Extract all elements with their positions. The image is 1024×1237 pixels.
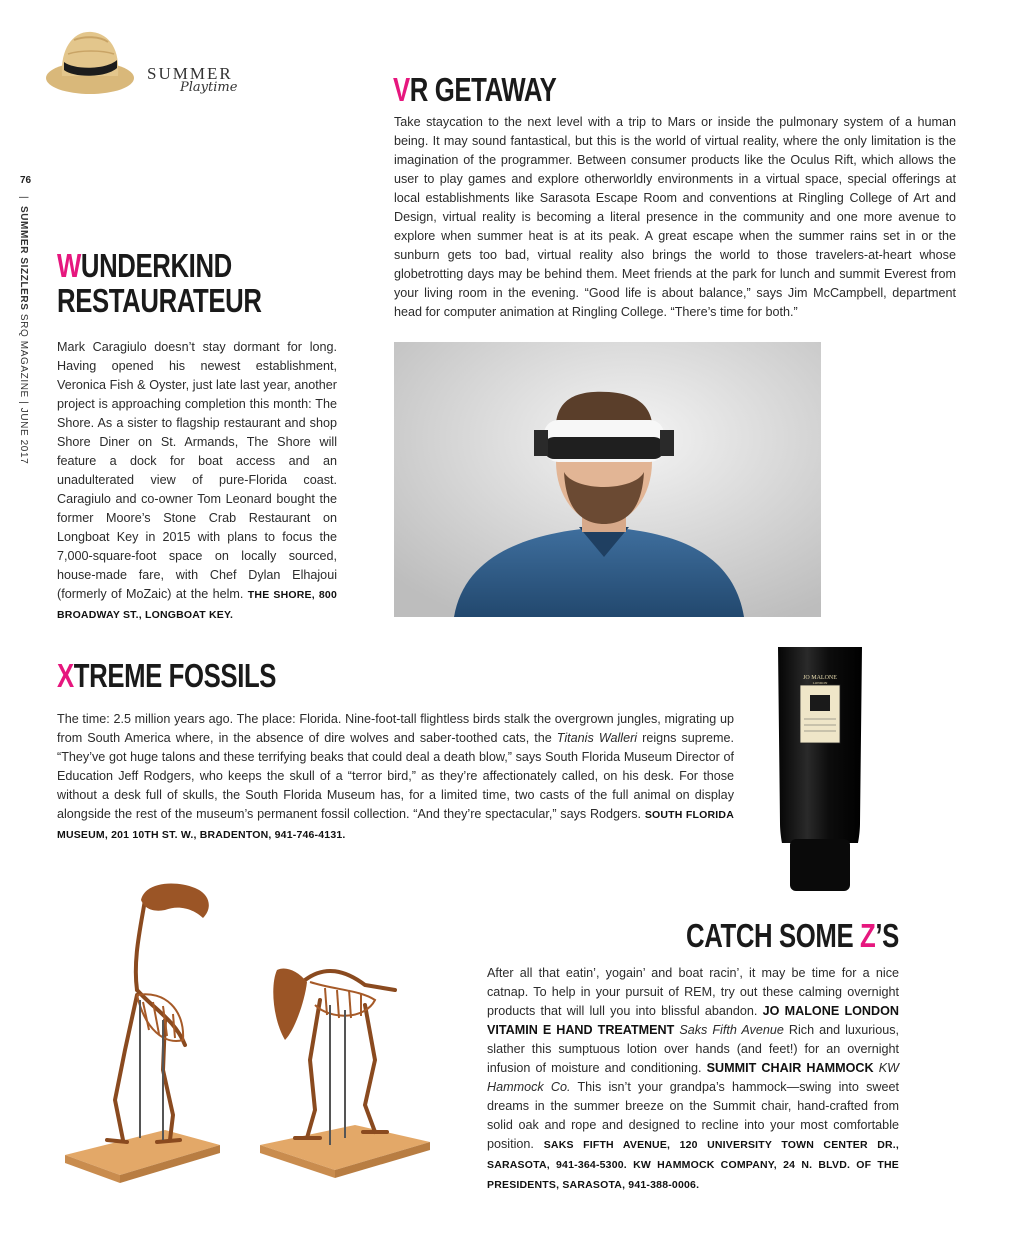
spine-running-head	[10, 196, 40, 465]
zs-address: SAKS FIFTH AVENUE, 120 UNIVERSITY TOWN CENTER DR., SARASOTA, 941-364-5300. KW HAMMOCK COMPANY, 24 N. BLVD. OF THE PRESIDENTS, SARASOTA, 941-388-0006.	[487, 1139, 900, 1191]
jo-malone-lotion-photo	[770, 643, 870, 908]
zs-body-product2: This isn’t your grandpa’s hammock—swing into sweet dreams in the summer breeze on the Summit chair, hand-crafted from solid oak and rope and designed to recline into your most comfortable position.	[487, 1080, 899, 1151]
wunderkind-headline-line2: RESTAURATEUR	[57, 282, 262, 319]
zs-product-1: JO MALONE LONDON VITAMIN E HAND TREATMENT	[487, 1004, 900, 1037]
wunderkind-headline-line1	[57, 249, 232, 283]
lotion-brand-text: JO MALONE	[803, 675, 837, 681]
wunderkind-address: THE SHORE, 800 BROADWAY ST., LONGBOAT KEY.	[57, 589, 337, 621]
zs-product-2: SUMMIT CHAIR HAMMOCK	[706, 1061, 874, 1075]
fossils-body-part2: reigns supreme. “They’ve got huge talons and these terrifying beaks that could deal a death blow,” says South Florida Museum Director of Education Jeff Rodgers, who keeps the skull of a “terror bird,” as they’re affectionately called, on his desk. For those without a desk full of skulls, the South Florida Museum has, for a limited time, two casts of the full animal on display alongside the rest of the museum’s permanent fossil collection. “And they’re spectacular,” says Rodgers.	[57, 731, 734, 821]
zs-body-intro: After all that eatin’, yogain’ and boat racin’, it may be time for a nice catnap. To help in your pursuit of REM, try out these calming overnight products that will lull you into blissful abandon.	[487, 966, 899, 1018]
spine-section: SUMMER SIZZLERS	[18, 205, 29, 311]
fossils-headline-rest: TREME FOSSILS	[73, 657, 277, 694]
zs-headline-accent: Z	[860, 917, 876, 954]
fossils-address: SOUTH FLORIDA MUSEUM, 201 10TH ST. W., BRADENTON, 941-746-4131.	[57, 809, 734, 841]
logo-word-playtime: Playtime	[180, 80, 238, 95]
fossils-species-name: Titanis Walleri	[556, 731, 638, 745]
zs-headline-rest: CATCH SOME	[686, 917, 861, 954]
page-number: 76	[20, 175, 32, 186]
vr-headset-photo	[394, 342, 821, 617]
wunderkind-headline-accent: W	[57, 247, 81, 284]
lotion-tube-illustration	[770, 643, 870, 908]
zs-headline	[686, 919, 899, 953]
vr-man-illustration	[394, 342, 821, 617]
logo-word-summer: SUMMER	[147, 64, 233, 83]
wunderkind-headline-rest: UNDERKIND	[80, 247, 232, 284]
vr-headline-rest: R GETAWAY	[409, 71, 557, 108]
zs-headline-end: ’S	[875, 917, 899, 954]
vr-body: Take staycation to the next level with a trip to Mars or inside the pulmonary system of a human being. It may sound fantastical, but this is the world of virtual reality, where the only limitation is the imagination of the programmer. Between consumer products like the Oculus Rift, which allows the user to play games and explore otherworldly environments in a virtual space, special offerings at local establishments like Sarasota Escape Room and conventions at Ringling College of Art and Design, virtual reality is becoming a literal presence in the community and one more avenue to explore when summer heat is at its peak. A great escape when the summer rains set in or the sunburn gets too bad, virtual reality also brings the world to those travelers-at-heart whose globetrotting days may be behind them. Meet friends at the park for lunch and summit Everest from your living room in the evening. “Good life is about balance,” says Jim McCampbell, department head for computer animation at Ringling College. “There’s time for both.”	[394, 115, 956, 319]
wunderkind-body-text: Mark Caragiulo doesn’t stay dormant for long. Having opened his newest establishment, Veronica Fish & Oyster, just late last year, another project is approaching completion this month: The Shore. As a sister to flagship restaurant and shop Shore Diner on St. Armands, The Shore will feature a dock for boat access and an unadulterated view of pure-Florida coast. Caragiulo and co-owner Tom Leonard bought the former Moore’s Stone Crab Restaurant on Longboat Key in 2015 with plans to focus the 7,000-square-foot space on locally sourced, house-made fare, with Chef Dylan Elhajoui (formerly of MoZaic) at the helm.	[57, 340, 337, 601]
spine-separator: |	[18, 196, 29, 200]
fossils-body	[57, 710, 734, 845]
skeletons-illustration	[45, 870, 465, 1200]
terror-bird-skeletons-photo	[45, 870, 465, 1200]
fossils-headline-accent: X	[57, 657, 74, 694]
lotion-city-text: LONDON	[812, 681, 828, 685]
zs-body-product1: Rich and luxurious, slather this sumptuous lotion over hands (and feet!) for an overnight infusion of moisture and conditioning.	[487, 1023, 899, 1075]
fossils-body-part1: The time: 2.5 million years ago. The place: Florida. Nine-foot-tall flightless birds stalk the overgrown jungles, migrating up from South America where, in the absence of dire wolves and saber-toothed cats, the	[57, 712, 734, 745]
vr-headline-accent: V	[393, 71, 410, 108]
vr-headline	[393, 73, 556, 107]
fossils-headline	[57, 659, 276, 693]
wunderkind-body	[57, 338, 337, 625]
spine-publication: SRQ MAGAZINE | JUNE 2017	[18, 310, 29, 465]
zs-store-1: Saks Fifth Avenue	[679, 1023, 784, 1037]
zs-store-2: KW Hammock Co.	[487, 1061, 900, 1094]
zs-body	[487, 964, 899, 1195]
